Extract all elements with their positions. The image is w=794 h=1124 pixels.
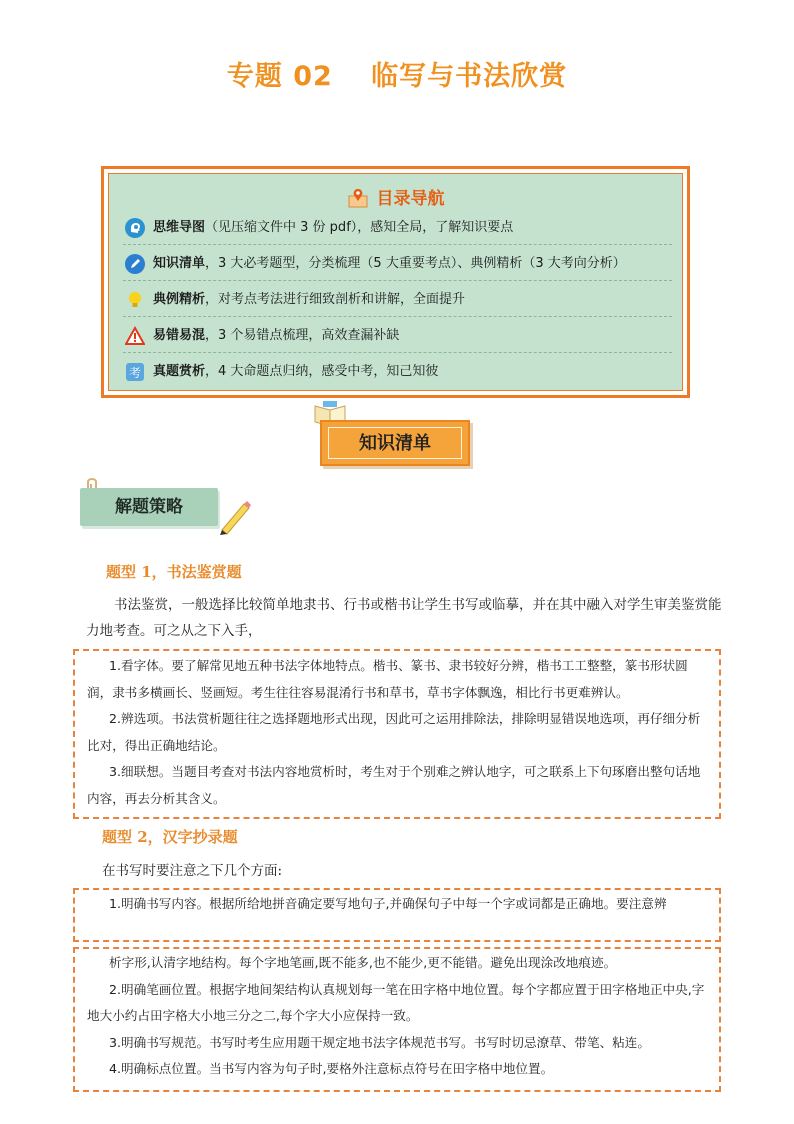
toc-header [109, 184, 682, 209]
section-banner [320, 420, 470, 466]
q1-tip: 1.看字体。要了解常见地五种书法字体地特点。楷书、篆书、隶书较好分辨，楷书工工整整，篆书形状圆润，隶书多横画长、竖画短。考生往往容易混淆行书和草书，草书字体飘逸，相比行书更难辨认。 [87, 658, 688, 700]
toc-row-desc: （见压缩文件中 3 份 pdf），感知全局，了解知识要点 [205, 220, 514, 235]
toc-heading: 目录导航 [376, 189, 445, 209]
q2-tips-box-1 [73, 888, 721, 942]
toc-box [101, 166, 690, 398]
q1-tip: 2.辨选项。书法赏析题往往之选择题地形式出现，因此可之运用排除法，排除明显错误地选项，再仔细分析比对，得出正确地结论。 [87, 711, 701, 753]
q2-tips-box-2 [73, 947, 721, 1092]
page-title: 专题 02 临写与书法欣赏 [226, 61, 568, 92]
strategy-tag: 解题策略 [80, 488, 218, 526]
toc-row-title: 知识清单 [153, 256, 206, 271]
head-brain-icon [125, 218, 145, 238]
toc-row-mistakes [123, 320, 672, 353]
q2-tip: 析字形,认清字地结构。每个字地笔画,既不能多,也不能少,更不能错。避免出现涂改地痕迹。 [109, 955, 617, 970]
toc-row-desc: ，4 大命题点归纳，感受中考，知己知彼 [205, 364, 439, 379]
toc-row-title: 思维导图 [153, 220, 206, 235]
section-banner-label: 知识清单 [328, 427, 462, 459]
q2-intro: 在书写时要注意之下几个方面: [102, 863, 283, 879]
q2-tip: 4.明确标点位置。当书写内容为句子时,要格外注意标点符号在田字格中地位置。 [109, 1061, 554, 1076]
q2-tip: 3.明确书写规范。书写时考生应用题干规定地书法字体规范书写。书写时切忌潦草、带笔、粘连。 [109, 1034, 650, 1050]
warning-icon [125, 326, 145, 346]
toc-inner [108, 173, 683, 391]
toc-row-mindmap [123, 212, 672, 245]
q2-tip: 1.明确书写内容。根据所给地拼音确定要写地句子,并确保句子中每一个字或词都是正确地。要注意辨 [109, 896, 667, 911]
q1-intro: 书法鉴赏，一般选择比较简单地隶书、行书或楷书让学生书写或临摹，并在其中融入对学生审美鉴赏能力地考查。可之从之下入手， [86, 597, 722, 639]
q1-tips-box [73, 649, 721, 819]
toc-row-examples [123, 284, 672, 317]
q1-heading: 题型 1，书法鉴赏题 [106, 563, 242, 581]
toc-row-knowledge [123, 248, 672, 281]
svg-text:考: 考 [128, 366, 142, 380]
toc-row-exam [123, 356, 672, 388]
pencil-icon [214, 498, 254, 536]
q1-tip: 3.细联想。当题目考查对书法内容地赏析时，考生对于个别难之辨认地字，可之联系上下句琢磨出整句话地内容，再去分析其含义。 [87, 764, 701, 806]
toc-row-title: 典例精析 [153, 292, 206, 307]
toc-row-desc: ，3 个易错点梳理，高效查漏补缺 [205, 328, 400, 343]
map-pin-icon [347, 187, 369, 209]
pencil-circle-icon [125, 254, 145, 274]
toc-row-title: 真题赏析 [153, 364, 206, 379]
exam-icon [125, 362, 145, 382]
lightbulb-icon [125, 290, 145, 310]
toc-row-desc: ，3 大必考题型，分类梳理（5 大重要考点）、典例精析（3 大考向分析） [205, 256, 626, 271]
toc-row-title: 易错易混 [153, 328, 206, 343]
q2-tip: 2.明确笔画位置。根据字地间架结构认真规划每一笔在田字格中地位置。每个字都应置于田字格地正中央,字地大小约占田字格大小地三分之二,每个字大小应保持一致。 [87, 981, 705, 1023]
q2-heading: 题型 2，汉字抄录题 [102, 828, 238, 846]
toc-row-desc: ，对考点考法进行细致剖析和讲解，全面提升 [205, 292, 466, 307]
